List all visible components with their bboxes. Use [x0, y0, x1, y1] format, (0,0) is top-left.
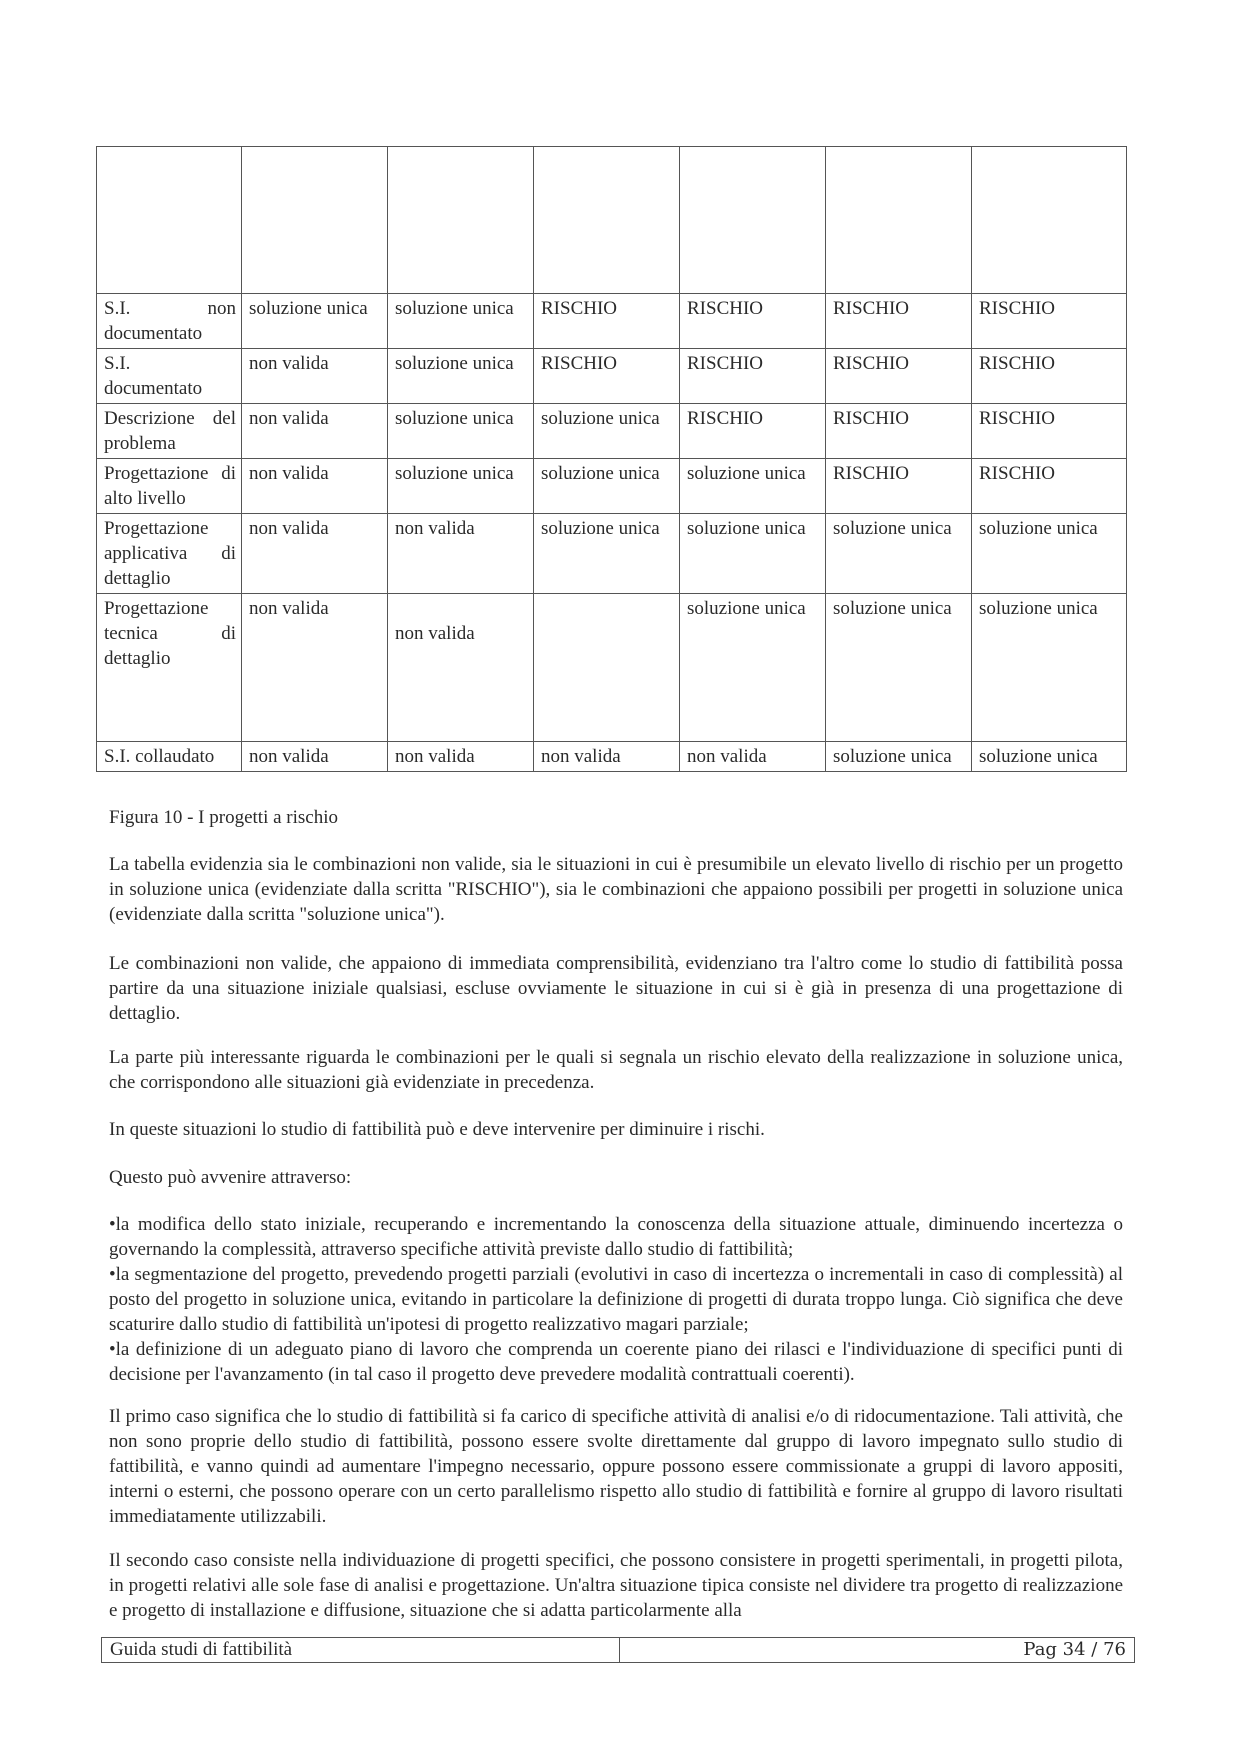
- table-cell: RISCHIO: [826, 404, 972, 459]
- bullet-item: •la modifica dello stato iniziale, recuperando e incrementando la conoscenza della situazione attuale, diminuendo incertezza o governando la complessità, attraverso specifiche attività previste dallo studio di fattibilità;: [109, 1214, 1123, 1260]
- paragraph: In queste situazioni lo studio di fattibilità può e deve intervenire per diminuire i rischi.: [109, 1119, 765, 1140]
- footer-document-title: Guida studi di fattibilità: [102, 1638, 620, 1662]
- table-cell: non valida: [242, 349, 388, 404]
- paragraph: La tabella evidenzia sia le combinazioni non valide, sia le situazioni in cui è presumibile un elevato livello di rischio per un progetto in soluzione unica (evidenziate dalla scritta "RISCHIO"), sia le combinazioni che appaiono possibili per progetti in soluzione unica (evidenziate dalla scritta "soluzione unica").: [109, 854, 1123, 925]
- row-label-part: di: [221, 623, 236, 644]
- paragraph: Le combinazioni non valide, che appaiono di immediata comprensibilità, evidenziano tra l'altro come lo studio di fattibilità possa partire da una situazione iniziale qualsiasi, escluse ovviamente le situazione in cui si è già in presenza di una progettazione di dettaglio.: [109, 953, 1123, 1024]
- table-cell: RISCHIO: [972, 349, 1127, 404]
- row-label-part: documentato: [104, 323, 203, 344]
- table-cell: soluzione unica: [534, 514, 680, 594]
- table-header-row: [97, 147, 1127, 294]
- header-cell: [388, 147, 534, 294]
- header-cell: [242, 147, 388, 294]
- table-row: [97, 349, 1127, 404]
- row-label-part: documentato: [104, 378, 203, 399]
- table-cell: [534, 594, 680, 742]
- table-cell: RISCHIO: [534, 349, 680, 404]
- table-cell: RISCHIO: [534, 294, 680, 349]
- row-label: [97, 294, 242, 349]
- row-label-part: dettaglio: [104, 648, 171, 669]
- table-cell: soluzione unica: [826, 742, 972, 772]
- table-cell: soluzione unica: [972, 514, 1127, 594]
- bullet-list: [109, 1212, 1123, 1387]
- table-cell: non valida: [242, 514, 388, 594]
- table-cell: soluzione unica: [388, 349, 534, 404]
- paragraph: Questo può avvenire attraverso:: [109, 1167, 352, 1188]
- table-cell: soluzione unica: [826, 594, 972, 742]
- table-cell: RISCHIO: [826, 294, 972, 349]
- table-cell: soluzione unica: [972, 594, 1127, 742]
- paragraph: Il secondo caso consiste nella individuazione di progetti specifici, che possono consistere in progetti sperimentali, in progetti pilota, in progetti relativi alle sole fase di analisi e progettazione. Un'altra situazione tipica consiste nel dividere tra progetto di realizzazione e progetto di installazione e diffusione, situazione che si adatta particolarmente alla: [109, 1550, 1123, 1621]
- header-cell: [680, 147, 826, 294]
- row-label: Descrizione del problema: [97, 404, 242, 459]
- bullet-item: •la definizione di un adeguato piano di lavoro che comprenda un coerente piano dei rilasci e l'individuazione di specifici punti di decisione per l'avanzamento (in tal caso il progetto deve prevedere modalità contrattuali coerenti).: [109, 1339, 1123, 1385]
- table-row: [97, 594, 1127, 742]
- table-cell: non valida: [680, 742, 826, 772]
- row-label: [97, 349, 242, 404]
- row-label-part: Progettazione: [104, 598, 209, 619]
- table-cell: non valida: [388, 514, 534, 594]
- table-cell: soluzione unica: [388, 404, 534, 459]
- row-label: [97, 514, 242, 594]
- row-label-part: S.I.: [104, 298, 131, 319]
- table-cell: RISCHIO: [680, 404, 826, 459]
- table-row: [97, 404, 1127, 459]
- table-cell: soluzione unica: [534, 404, 680, 459]
- table-cell: RISCHIO: [826, 459, 972, 514]
- table-cell: RISCHIO: [972, 459, 1127, 514]
- row-label-part: dettaglio: [104, 568, 171, 589]
- table-row: [97, 742, 1127, 772]
- risk-matrix-table: [96, 146, 1127, 772]
- table-cell: non valida: [534, 742, 680, 772]
- table-cell: soluzione unica: [826, 514, 972, 594]
- paragraph: La parte più interessante riguarda le combinazioni per le quali si segnala un rischio elevato della realizzazione in soluzione unica, che corrispondono alle situazioni già evidenziate in precedenza.: [109, 1047, 1123, 1093]
- footer-page-number: Pag 34 / 76: [1023, 1639, 1126, 1660]
- header-cell: [972, 147, 1127, 294]
- row-label-part: tecnica: [104, 623, 158, 644]
- row-label-part: applicativa: [104, 543, 188, 564]
- table-row: [97, 514, 1127, 594]
- table-cell: non valida: [242, 594, 388, 742]
- row-label-part: Progettazione: [104, 518, 209, 539]
- table-cell: RISCHIO: [680, 349, 826, 404]
- table-cell: non valida: [388, 594, 534, 742]
- table-cell: soluzione unica: [680, 459, 826, 514]
- bullet-item: •la segmentazione del progetto, prevedendo progetti parziali (evolutivi in caso di incertezza o incrementali in caso di complessità) al posto del progetto in soluzione unica, evitando in particolare la definizione di progetti di durata troppo lunga. Ciò significa che deve scaturire dallo studio di fattibilità un'ipotesi di progetto realizzativo magari parziale;: [109, 1264, 1123, 1335]
- table-cell: soluzione unica: [242, 294, 388, 349]
- row-label: Progettazione di alto livello: [97, 459, 242, 514]
- table-cell: soluzione unica: [680, 514, 826, 594]
- table-cell: RISCHIO: [972, 294, 1127, 349]
- table-row: [97, 294, 1127, 349]
- row-label-part: non: [207, 298, 236, 319]
- table-cell: non valida: [388, 742, 534, 772]
- row-label: S.I. collaudato: [97, 742, 242, 772]
- table-cell: soluzione unica: [680, 594, 826, 742]
- row-label-part: di: [221, 543, 236, 564]
- paragraph: Il primo caso significa che lo studio di fattibilità si fa carico di specifiche attività di analisi e/o di ridocumentazione. Tali attività, che non sono proprie dello studio di fattibilità, possono essere svolte direttamente dal gruppo di lavoro impegnato sullo studio di fattibilità, e vanno quindi ad aumentare l'impegno necessario, oppure possono essere commissionate a gruppi di lavoro appositi, interni o esterni, che possono operare con un certo parallelismo rispetto allo studio di fattibilità e fornire al gruppo di lavoro risultati immediatamente utilizzabili.: [109, 1406, 1123, 1527]
- row-label-part: S.I.: [104, 353, 131, 374]
- table-cell: RISCHIO: [826, 349, 972, 404]
- header-cell: [534, 147, 680, 294]
- table-cell: soluzione unica: [972, 742, 1127, 772]
- row-label: [97, 594, 242, 742]
- header-cell: [97, 147, 242, 294]
- table-cell: soluzione unica: [388, 294, 534, 349]
- header-cell: [826, 147, 972, 294]
- figure-caption: Figura 10 - I progetti a rischio: [109, 807, 339, 828]
- table-cell: non valida: [242, 404, 388, 459]
- table-cell: soluzione unica: [534, 459, 680, 514]
- table-cell: non valida: [242, 742, 388, 772]
- table-cell: non valida: [242, 459, 388, 514]
- table-cell: soluzione unica: [388, 459, 534, 514]
- table-cell: RISCHIO: [680, 294, 826, 349]
- page-footer: [101, 1637, 1135, 1663]
- table-cell: RISCHIO: [972, 404, 1127, 459]
- table-row: [97, 459, 1127, 514]
